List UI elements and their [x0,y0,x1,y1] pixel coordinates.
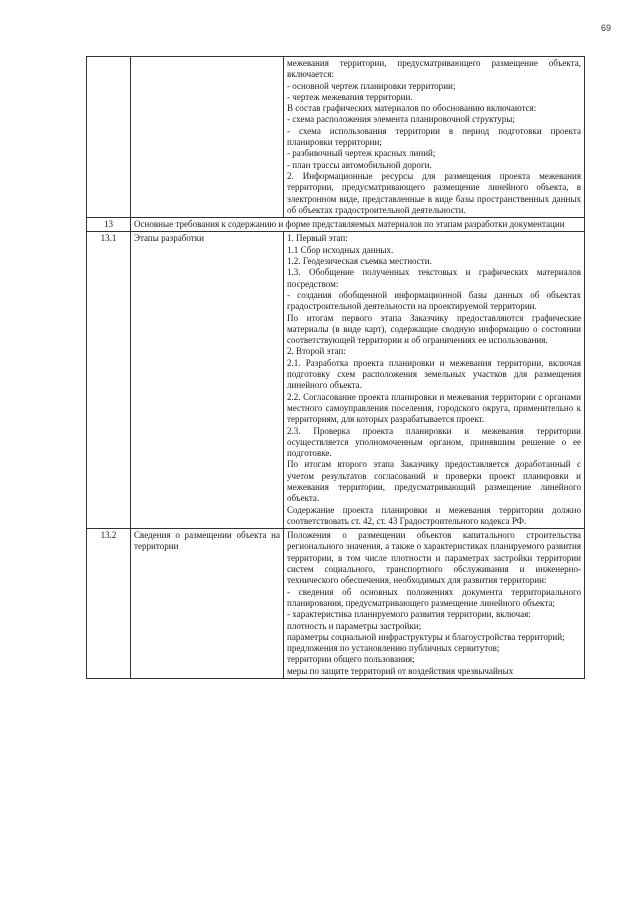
paragraph: 1. Первый этап: [287,233,348,244]
paragraph: По итогам второго этапа Заказчику предоставляется доработанный с учетом результатов согласований и проверки проект планировки и межевания территории, предусматривающий размещение линейного объекта. [287,459,581,504]
paragraph: параметры социальной инфраструктуры и благоустройства территорий; [287,631,565,642]
paragraph: - план трассы автомобильной дороги. [287,159,432,170]
paragraph: плотность и параметры застройки; [287,620,422,631]
paragraph: предложения по установлению публичных сервитутов; [287,643,500,654]
paragraph: территории общего пользования; [287,654,415,665]
paragraph: - основной чертеж планировки территории; [287,80,456,91]
row-number: 13.2 [87,529,131,679]
paragraph: Положения о размещении объектов капитального строительства регионального значения, а также о характеристиках планируемого развития территории, в том числе плотности и параметрах застройки территории систем социального, транспортного обслуживания и инженерно-технического обеспечения, необходимых для развития территории: [287,530,581,586]
paragraph: 2.1. Разработка проекта планировки и межевания территории, включая подготовку схем расположения земельных участков для размещения линейного объекта. [287,357,581,391]
paragraph: В состав графических материалов по обоснованию включаются: [287,103,537,114]
paragraph: межевания территории, предусматривающего размещение объекта, включается: [287,58,581,80]
paragraph: - создания обобщенной информационной базы данных об объектах градостроительной деятельности на проектируемой территории. [287,289,581,312]
paragraph: 1.3. Обобщение полученных текстовых и графических материалов посредством: [287,267,581,289]
paragraph: - разбивочный чертеж красных линий; [287,148,436,159]
row-number: 13 [87,218,131,232]
row-title [131,57,284,218]
table-row-13-1 [87,232,585,529]
row-number [87,57,131,218]
section-heading: Основные требования к содержанию и форме представляемых материалов по этапам разработки документации [131,218,585,232]
paragraph: 1.2. Геодезическая съемка местности. [287,256,432,267]
paragraph: 2.3. Проверка проекта планировки и межевания территории осуществляется уполномоченным органом, принявшим решение о ее подготовке. [287,425,581,459]
row-content [284,57,585,218]
row-title: Сведения о размещении объекта на территории [131,529,284,679]
paragraph: - чертеж межевания территории. [287,91,413,102]
paragraph: 1.1 Сбор исходных данных. [287,244,394,255]
paragraph: По итогам первого этапа Заказчику предоставляются графические материалы (в виде карт), содержащие сводную информацию о состоянии соответствующей территории и об ограничениях ее использования. [287,312,581,346]
paragraph: - сведения об основных положениях документа территориального планирования, предусматривающего размещение линейного объекта; [287,586,581,608]
requirements-table [86,56,585,679]
paragraph: 2.2. Согласование проекта планировки и межевания территории с органами местного самоуправления поселения, городского округа, применительно к территориям, для которых разрабатывается проект. [287,391,581,425]
row-title: Этапы разработки [131,232,284,529]
row-number: 13.1 [87,232,131,529]
paragraph: - характеристика планируемого развития территории, включая: [287,609,531,620]
paragraph: Содержание проекта планировки и межевания территории должно соответствовать ст. 42, ст. 43 Градостроительного кодекса РФ. [287,504,581,526]
paragraph: 2. Второй этап: [287,346,346,357]
table-row-continuation [87,57,585,218]
row-content [284,232,585,529]
paragraph: - схема расположения элемента планировочной структуры; [287,114,515,125]
row-content [284,529,585,679]
page-number: 69 [600,23,611,33]
table-row-13-2 [87,529,585,679]
table-row-section-13 [87,218,585,232]
paragraph: меры по защите территорий от воздействия чрезвычайных [287,665,514,676]
paragraph: 2. Информационные ресурсы для размещения проекта межевания территории, предусматривающего размещение линейного объекта, в электронном виде, представленные в виде базы пространственных данных об объектах градостроительной деятельности. [287,170,581,215]
paragraph: - схема использования территории в период подготовки проекта планировки территории; [287,125,581,148]
